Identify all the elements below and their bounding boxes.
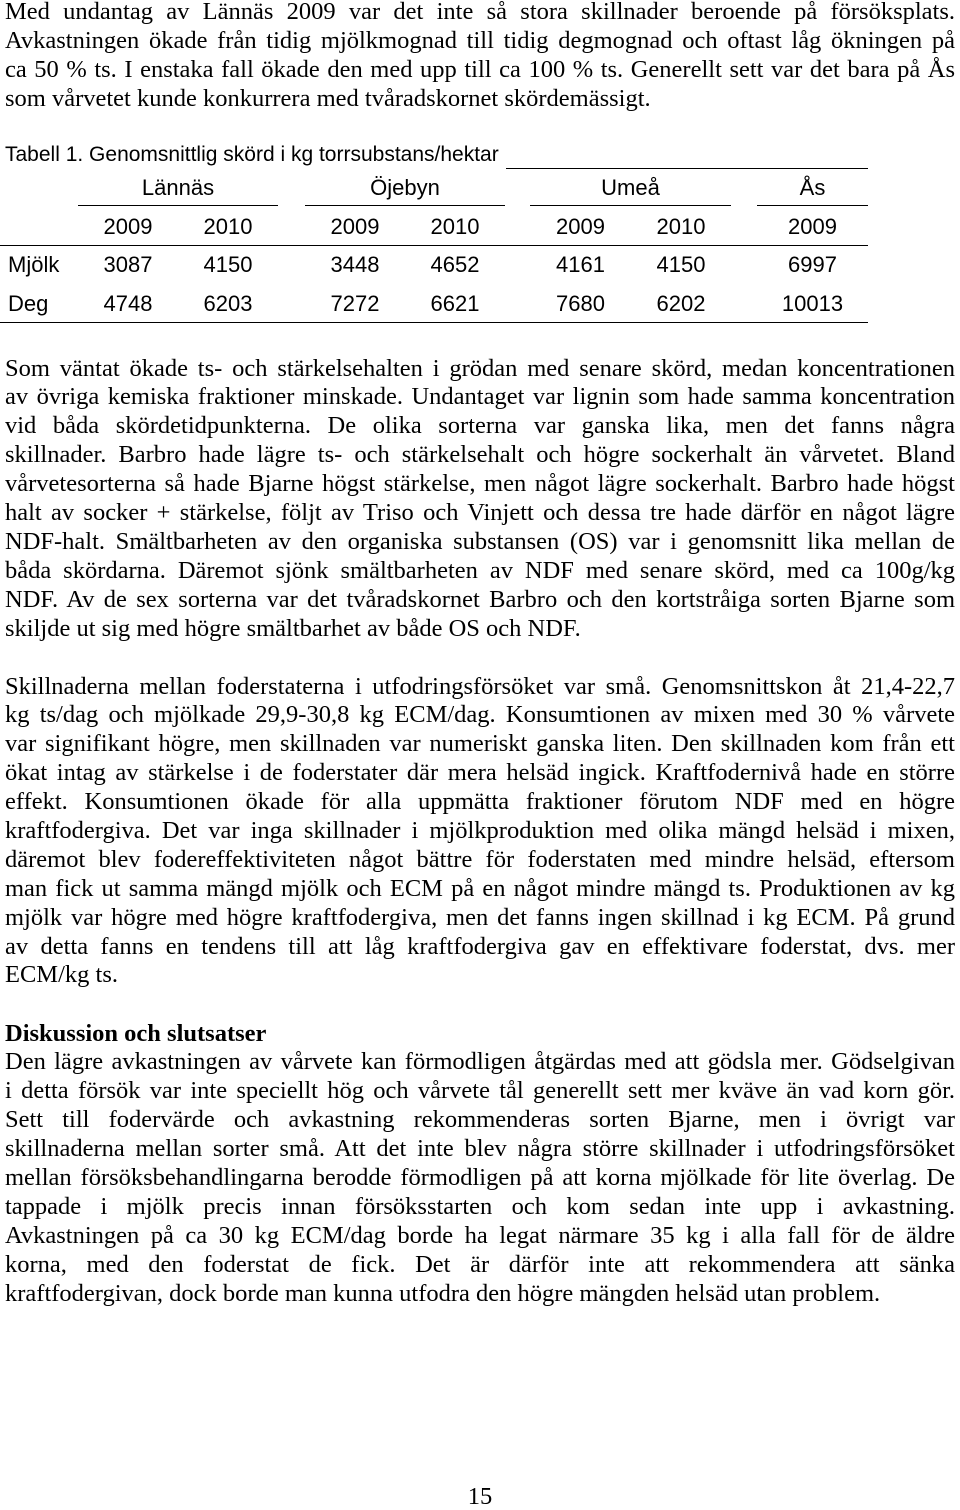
paragraph-line: däremot blev fodereffektiviteten något bättre för foderstaten med mindre helsäd, eftersom (5, 845, 955, 873)
paragraph-line: kg ts/dag och mjölkade 29,9-30,8 kg ECM/dag. Konsumtionen av mixen med 30 % vårvete (5, 701, 955, 729)
table-cell: 7272 (330, 290, 380, 316)
paragraph-line: Avkastningen på ca 30 kg ECM/dag borde ha legat närmare 35 kg i alla fall för de äldre (5, 1221, 955, 1249)
table-year-header: 2009 (103, 213, 153, 239)
paragraph-line: mellan försöksbehandlingarna berodde förmodligen på att korna mjölkade för lite överlag. De (5, 1163, 955, 1191)
group-underline (78, 205, 278, 206)
paragraph-line: korna, med den foderstat de fick. Det är därför inte att rekommendera att sänka (5, 1250, 955, 1278)
table-cell: 7680 (556, 290, 605, 316)
paragraph-line: man fick ut samma mängd mjölk och ECM på en något mindre mängd ts. Produktionen av kg (5, 874, 955, 902)
table-row-label: Deg (8, 290, 49, 316)
paragraph-line: NDF. Av de sex sorterna var det tvåradskornet Barbro och den kortstråiga sorten Bjarne som (5, 585, 955, 613)
page-number: 15 (467, 1483, 493, 1510)
table-group-header: Lännäs (141, 175, 215, 200)
header-rule (0, 245, 868, 246)
paragraph-line: skillnaderna mellan sorter små. Att det inte blev några större skillnader i utfodringsförsöket (5, 1135, 955, 1163)
table-group-header: Öjebyn (370, 175, 440, 200)
table-cell: 6202 (656, 290, 706, 316)
paragraph-feeding (5, 673, 955, 991)
table-cell: 3448 (330, 252, 380, 277)
paragraph-line: kraftfodergivan, dock borde man kunna utfodra den högre mängden helsäd utan problem. (5, 1279, 881, 1307)
paragraph-line: Avkastningen ökade från tidig mjölkmognad till tidig degmognad och oftast låg ökningen på (5, 26, 955, 54)
paragraph-line: i detta försök var inte speciellt hög och vårvete tål generellt sett mer kväve än vad korn gör. (5, 1077, 955, 1105)
paragraph-line: som vårvetet kunde konkurrera med tvåradskornet skördemässigt. (5, 84, 651, 112)
paragraph-line: halt av socker + stärkelse, följt av Triso och Vinjett och dessa tre hade därför en något lägre (5, 498, 955, 526)
paragraph-line: Med undantag av Lännäs 2009 var det inte så stora skillnader beroende på försöksplats. (5, 0, 955, 25)
paragraph-line: ca 50 % ts. I enstaka fall ökade den med upp till ca 100 % ts. Generellt sett var det bara på Ås (5, 55, 955, 83)
paragraph-line: vårvetesorterna så hade Bjarne högst stärkelse, men något lägre sockerhalt. Barbro hade högst (5, 470, 955, 498)
table-year-header: 2010 (656, 213, 706, 239)
yield-table (0, 168, 868, 323)
table-group-header: Umeå (601, 175, 660, 200)
table-row-label: Mjölk (8, 252, 60, 277)
paragraph-line: båda skördarna. Däremot sjönk smältbarheten av NDF med senare skörd, med ca 100g/kg (5, 556, 955, 584)
section-heading: Diskussion och slutsatser (5, 1019, 267, 1047)
paragraph-line: kraftfodergiva. Det var inga skillnader i mjölkproduktion med olika mängd helsäd i mixen, (5, 816, 955, 844)
table-cell: 6203 (203, 290, 253, 316)
paragraph-line: var signifikant högre, men skillnaden var numeriskt ganska liten. Den skillnaden kom från ett (5, 730, 955, 758)
paragraph-line: Den lägre avkastningen av vårvete kan förmodligen åtgärdas med att gödsla mer. Gödselgivan (5, 1048, 955, 1076)
paragraph-line: Sett till fodervärde och avkastning rekommenderas sorten Bjarne, men i övrigt var (5, 1106, 955, 1134)
table-year-header: 2010 (430, 213, 480, 239)
table-year-header: 2010 (203, 213, 253, 239)
table-cell: 6621 (430, 290, 480, 316)
paragraph-intro (5, 0, 955, 114)
table-cell: 4150 (656, 252, 706, 277)
paragraph-line: ECM/kg ts. (5, 961, 118, 989)
paragraph-line: av övriga kemiska fraktioner minskade. Undantaget var lignin som hade samma koncentration (5, 383, 955, 411)
group-underline (757, 205, 868, 206)
paragraph-line: skiljde ut sig med högre smältbarhet av både OS och NDF. (5, 614, 581, 642)
table-group-header: Ås (799, 175, 826, 200)
table-cell: 4652 (430, 252, 480, 277)
table-year-header: 2009 (330, 213, 380, 239)
paragraph-line: mjölk var högre med högre kraftfodergiva, men det fanns ingen skillnad i kg ECM. På grund (5, 903, 955, 931)
section-discussion (5, 1020, 955, 1309)
group-underline (530, 205, 731, 206)
table-cell: 10013 (781, 290, 844, 316)
paragraph-line: effekt. Konsumtionen ökade för alla uppmätta fraktioner förutom NDF med en högre (5, 788, 955, 816)
table-cell: 3087 (103, 252, 153, 277)
table-year-header: 2009 (788, 213, 837, 239)
table-top-rule (506, 168, 868, 169)
paragraph-line: ökat intag av stärkelse i de foderstater där mera helsäd ingick. Kraftfodernivå hade en större (5, 759, 955, 787)
table-cell: 4161 (556, 252, 605, 277)
paragraph-line: av detta fanns en tendens till att låg kraftfodergiva gav en effektivare foderstat, dvs. mer (5, 932, 955, 960)
paragraph-line: NDF-halt. Smältbarheten av den organiska substansen (OS) var i genomsnitt lika mellan de (5, 527, 955, 555)
paragraph-line: skillnader. Barbro hade lägre ts- och stärkelsehalt och högre sockerhalt än vårvetet. Bland (5, 441, 955, 469)
table-bottom-rule (0, 322, 868, 323)
table-cell: 4150 (203, 252, 253, 277)
paragraph-line: vid båda skördetidpunkterna. De olika sorterna var ganska lika, men det fanns några (5, 412, 955, 440)
table-year-header: 2009 (556, 213, 605, 239)
table-caption: Tabell 1. Genomsnittlig skörd i kg torrsubstans/hektar (5, 143, 499, 166)
table-cell: 4748 (103, 290, 153, 316)
paragraph-line: Skillnaderna mellan foderstaterna i utfodringsförsöket var små. Genomsnittskon åt 21,4-22,7 (5, 672, 955, 700)
paragraph-line: tappade i mjölk precis innan försöksstarten och kom sedan inte upp i avkastning. (5, 1192, 955, 1220)
paragraph-results (5, 355, 955, 644)
table-cell: 6997 (788, 252, 837, 277)
group-underline (305, 205, 505, 206)
paragraph-line: Som väntat ökade ts- och stärkelsehalten i grödan med senare skörd, medan koncentrationen (5, 354, 955, 382)
